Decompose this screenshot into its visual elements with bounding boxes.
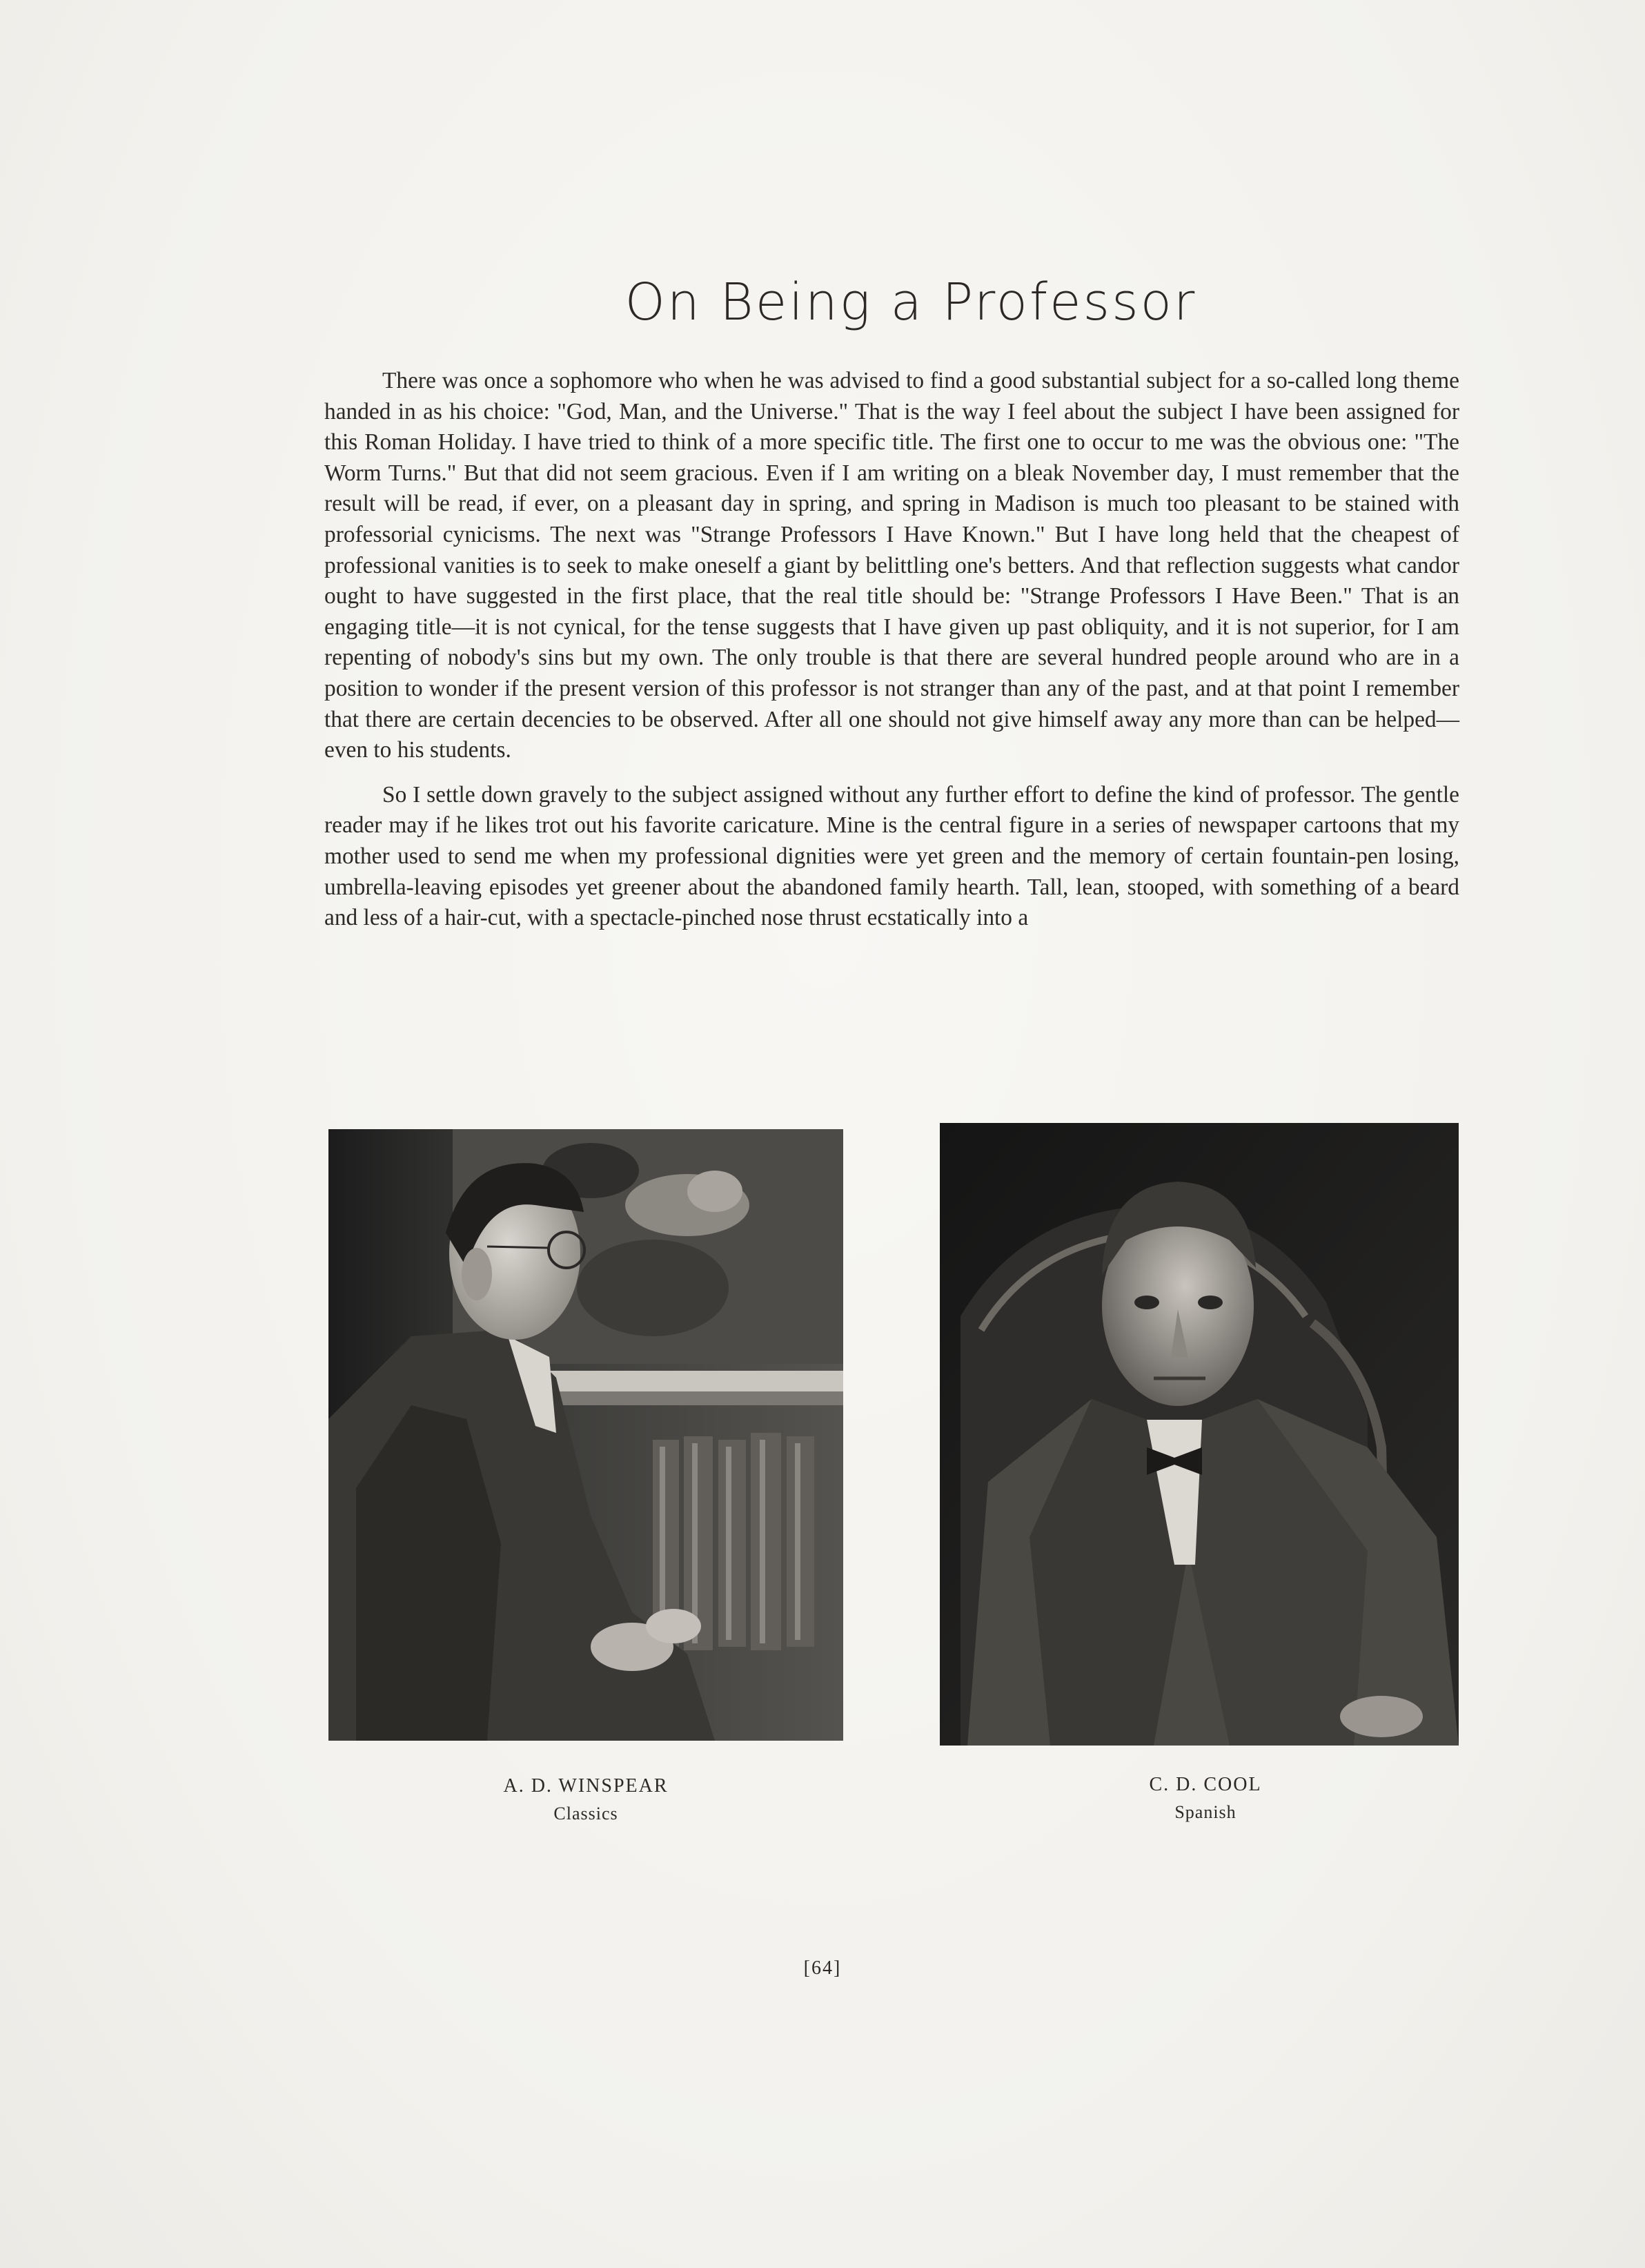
portrait-photo-cool	[940, 1123, 1459, 1746]
caption-department: Classics	[553, 1803, 618, 1824]
caption-cool	[1033, 1771, 1378, 1826]
page-number: [64]	[803, 1957, 842, 1979]
paragraph-1: There was once a sophomore who when he was advised to find a good substantial subject for a so-called long theme handed in as his choice: "God, Man, and the Universe." That is the way I feel about the subject I have been assigned for this Roman Holiday. I have tried to think of a more specific title. The first one to occur to me was the obvious one: "The Worm Turns." But that did not seem gracious. Even if I am writing on a bleak November day, I must remember that the result will be read, if ever, on a pleasant day in spring, and spring in Madison is much too pleasant to be stained with professorial cynicisms. The next was "Strange Professors I Have Known." But I have long held that the cheapest of professional vanities is to seek to make oneself a giant by belittling one's betters. And that reflection suggests what candor ought to have suggested in the first place, that the real title should be: "Strange Professors I Have Been." That is an engaging title—it is not cynical, for the tense suggests that I have given up past obliquity, and it is not superior, for I am repenting of nobody's sins but my own. The only trouble is that there are several hundred people around who are in a position to wonder if the present version of this professor is not stranger than any of the past, and at that point I remember that there are certain decencies to be observed. After all one should not give himself away any more than can be helped—even to his students.	[324, 368, 1459, 763]
article-title: On Being a Professor	[624, 273, 1197, 332]
portrait-photo-winspear	[328, 1129, 843, 1741]
caption-name: A. D. WINSPEAR	[503, 1775, 669, 1797]
article-body	[324, 366, 1459, 948]
caption-department: Spanish	[1174, 1802, 1237, 1822]
paragraph-2: So I settle down gravely to the subject assigned without any further effort to define the kind of professor. The gentle reader may if he likes trot out his favorite caricature. Mine is the central figure in a series of newspaper cartoons that my mother used to send me when my professional dignities were yet green and the memory of certain fountain-pen losing, umbrella-leaving episodes yet greener about the abandoned family hearth. Tall, lean, stooped, with something of a beard and less of a hair-cut, with a spectacle-pinched nose thrust ecstatically into a	[324, 781, 1459, 931]
caption-winspear	[413, 1772, 758, 1828]
caption-name: C. D. COOL	[1149, 1774, 1262, 1795]
